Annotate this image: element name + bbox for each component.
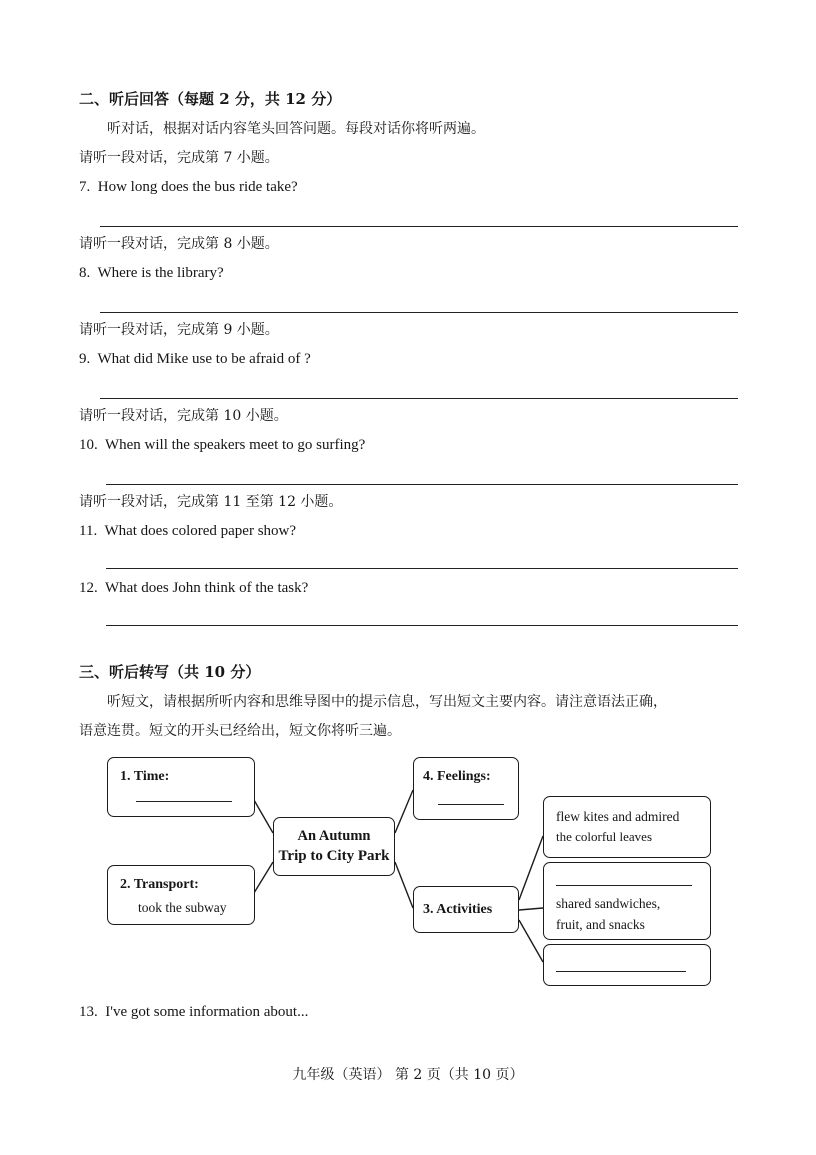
question-number: 7. <box>79 179 91 195</box>
feelings-blank[interactable] <box>438 804 504 805</box>
activity-2-line2: fruit, and snacks <box>556 917 645 932</box>
connector-time <box>254 800 273 833</box>
transport-value: took the subway <box>138 900 227 915</box>
question-text: What does John think of the task? <box>104 580 309 596</box>
connector-activity-2 <box>519 908 543 910</box>
activity-box-3 <box>543 944 711 986</box>
question-number: 11. <box>79 523 98 539</box>
activity-box-1 <box>543 796 711 858</box>
section-2-heading: 二、听后回答（每题 2 分，共 12 分） <box>79 90 342 108</box>
transport-label: 2. Transport: <box>120 877 199 892</box>
connector-transport <box>254 862 273 893</box>
activities-label: 3. Activities <box>423 902 493 917</box>
question-prompt: 请听一段对话，完成第 7 小题。 <box>79 150 279 166</box>
connector-feelings <box>395 790 413 833</box>
mindmap-transport-box <box>107 865 255 925</box>
page-footer: 九年级（英语） 第 2 页（共 10 页） <box>292 1067 524 1083</box>
question-number: 12. <box>79 580 98 596</box>
question-prompt: 请听一段对话，完成第 11 至第 12 小题。 <box>79 494 343 510</box>
feelings-label: 4. Feelings: <box>423 769 491 784</box>
question-number: 9. <box>79 351 91 367</box>
connector-activity-3 <box>519 920 543 962</box>
section-3-instruction-line2: 语意连贯。短文的开头已经给出，短文你将听三遍。 <box>79 723 401 739</box>
question-prompt: 请听一段对话，完成第 10 小题。 <box>79 408 288 424</box>
question-13 <box>79 1005 308 1020</box>
question-text: When will the speakers meet to go surfing? <box>104 437 366 453</box>
connector-activity-1 <box>519 836 543 900</box>
question-number: 8. <box>79 265 91 281</box>
mindmap-center-box <box>273 817 395 876</box>
activity-box-2 <box>543 862 711 940</box>
question-text: What does colored paper show? <box>104 523 297 539</box>
question-number: 10. <box>79 437 98 453</box>
mindmap-time-box <box>107 757 255 817</box>
activity-1-line2: the colorful leaves <box>556 829 653 844</box>
mindmap-activities-box <box>413 886 519 933</box>
activity-3-blank[interactable] <box>556 971 686 972</box>
question-text: What did Mike use to be afraid of ? <box>97 351 311 367</box>
question-text: How long does the bus ride take? <box>97 179 298 195</box>
connector-activities <box>395 862 413 908</box>
question-text: Where is the library? <box>97 265 224 281</box>
time-blank[interactable] <box>136 801 232 802</box>
activity-2-blank[interactable] <box>556 885 692 886</box>
activity-1-line1: flew kites and admired <box>556 809 680 824</box>
mindmap-feelings-box <box>413 757 519 820</box>
activity-2-line1: shared sandwiches, <box>556 896 661 911</box>
time-label: 1. Time: <box>120 769 170 784</box>
question-number: 13. <box>79 1004 98 1020</box>
section-3-heading: 三、听后转写（共 10 分） <box>79 663 261 681</box>
center-title-line2: Trip to City Park <box>278 848 390 864</box>
question-prompt: 请听一段对话，完成第 8 小题。 <box>79 236 279 252</box>
question-prompt: 请听一段对话，完成第 9 小题。 <box>79 322 279 338</box>
section-3-instruction-line1: 听短文，请根据所听内容和思维导图中的提示信息，写出短文主要内容。请注意语法正确， <box>107 694 667 710</box>
center-title-line1: An Autumn <box>297 828 371 844</box>
question-text: I've got some information about... <box>105 1004 309 1020</box>
section-2-instruction: 听对话，根据对话内容笔头回答问题。每段对话你将听两遍。 <box>107 121 485 137</box>
